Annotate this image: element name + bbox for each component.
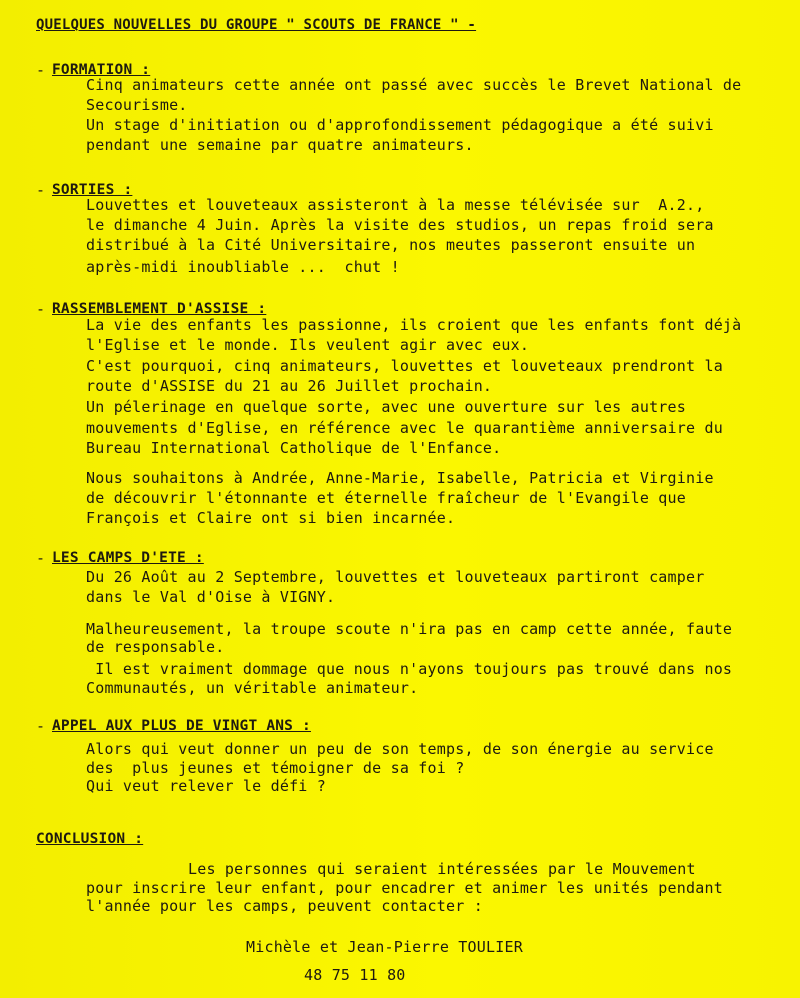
contact-phone: 48 75 11 80 <box>304 966 406 984</box>
body-line: pendant une semaine par quatre animateurs. <box>86 136 474 154</box>
section-heading-assise: RASSEMBLEMENT D'ASSISE : <box>52 301 267 317</box>
section-heading-sorties: SORTIES : <box>52 182 133 198</box>
body-line: de responsable. <box>86 638 225 656</box>
body-line: Qui veut relever le défi ? <box>86 777 326 795</box>
section-heading-conclusion: CONCLUSION : <box>36 831 144 847</box>
contact-names: Michèle et Jean-Pierre TOULIER <box>246 938 523 956</box>
body-line: Un stage d'initiation ou d'approfondissement pédagogique a été suivi <box>86 116 714 134</box>
body-line: l'année pour les camps, peuvent contacter : <box>86 897 483 915</box>
body-line: Cinq animateurs cette année ont passé avec succès le Brevet National de <box>86 76 742 94</box>
section-dash: - <box>36 300 46 318</box>
body-line: le dimanche 4 Juin. Après la visite des studios, un repas froid sera <box>86 216 714 234</box>
body-line: après-midi inoubliable ... chut ! <box>86 258 400 276</box>
section-dash: - <box>36 549 46 567</box>
body-line: pour inscrire leur enfant, pour encadrer et animer les unités pendant <box>86 879 723 897</box>
body-line: Du 26 Août au 2 Septembre, louvettes et louveteaux partiront camper <box>86 568 705 586</box>
body-line: Un pélerinage en quelque sorte, avec une ouverture sur les autres <box>86 398 686 416</box>
body-line: de découvrir l'étonnante et éternelle fraîcheur de l'Evangile que <box>86 489 686 507</box>
body-line: distribué à la Cité Universitaire, nos meutes passeront ensuite un <box>86 236 696 254</box>
body-line: La vie des enfants les passionne, ils croient que les enfants font déjà <box>86 316 742 334</box>
page-title: QUELQUES NOUVELLES DU GROUPE " SCOUTS DE FRANCE " - <box>36 17 477 33</box>
body-line: Malheureusement, la troupe scoute n'ira pas en camp cette année, faute <box>86 620 733 638</box>
body-line: l'Eglise et le monde. Ils veulent agir avec eux. <box>86 336 530 354</box>
body-line: Communautés, un véritable animateur. <box>86 679 419 697</box>
section-heading-appel: APPEL AUX PLUS DE VINGT ANS : <box>52 718 311 734</box>
body-line: Les personnes qui seraient intéressées par le Mouvement <box>188 860 696 878</box>
section-dash: - <box>36 717 46 735</box>
body-line: des plus jeunes et témoigner de sa foi ? <box>86 759 465 777</box>
body-line: Secourisme. <box>86 96 188 114</box>
body-line: C'est pourquoi, cinq animateurs, louvettes et louveteaux prendront la <box>86 357 723 375</box>
section-dash: - <box>36 61 46 79</box>
body-line: dans le Val d'Oise à VIGNY. <box>86 588 336 606</box>
section-heading-camps: LES CAMPS D'ETE : <box>52 550 204 566</box>
section-dash: - <box>36 181 46 199</box>
body-line: Alors qui veut donner un peu de son temps, de son énergie au service <box>86 740 714 758</box>
body-line: Il est vraiment dommage que nous n'ayons toujours pas trouvé dans nos <box>86 660 733 678</box>
body-line: route d'ASSISE du 21 au 26 Juillet prochain. <box>86 377 493 395</box>
body-line: Louvettes et louveteaux assisteront à la messe télévisée sur A.2., <box>86 196 705 214</box>
body-line: Nous souhaitons à Andrée, Anne-Marie, Isabelle, Patricia et Virginie <box>86 469 714 487</box>
body-line: François et Claire ont si bien incarnée. <box>86 509 456 527</box>
section-heading-formation: FORMATION : <box>52 62 151 78</box>
body-line: mouvements d'Eglise, en référence avec le quarantième anniversaire du <box>86 419 723 437</box>
body-line: Bureau International Catholique de l'Enfance. <box>86 439 502 457</box>
